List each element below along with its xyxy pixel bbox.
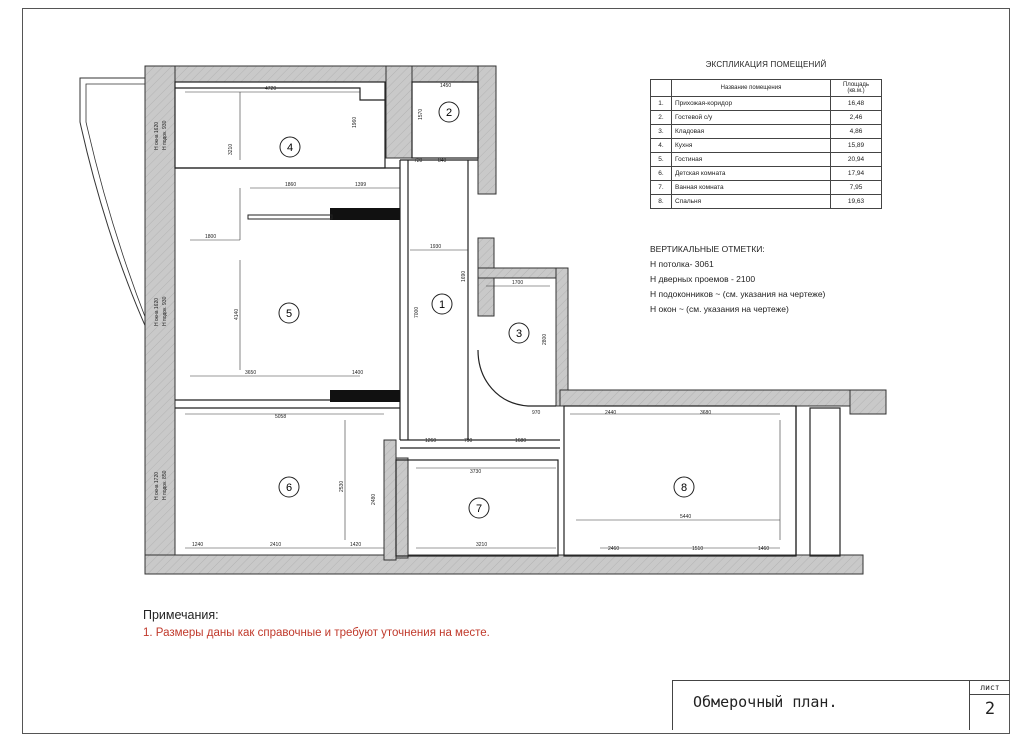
wall-east-end [850, 390, 886, 414]
room-marker-6 [279, 477, 299, 497]
sheet-box [969, 680, 1010, 730]
vertical-mark-item: Н подоконников ~ (см. указания на чертеже) [650, 289, 826, 299]
room-explication [650, 60, 882, 209]
row-room-name: Ванная комната [672, 181, 831, 195]
wall-bay [386, 66, 412, 158]
room-number-5: 5 [285, 308, 293, 320]
dim-label: 1680 [515, 438, 527, 444]
sheet-label: лист [970, 681, 1010, 695]
window-label: Н окна 1620 [154, 297, 160, 326]
room-number-8: 8 [680, 482, 688, 494]
explication-title: ЭКСПЛИКАЦИЯ ПОМЕЩЕНИЙ [705, 60, 827, 69]
row-area: 15,89 [831, 139, 882, 153]
partition-block-top [330, 208, 400, 220]
row-room-name: Кладовая [672, 125, 831, 139]
row-number: 1. [651, 97, 672, 111]
vertical-mark-item: Н окон ~ (см. указания на чертеже) [650, 304, 789, 314]
dim-label: 3730 [470, 469, 482, 475]
dim-label: 720 [414, 158, 423, 164]
table-row [651, 97, 882, 111]
dim-label: 3210 [228, 143, 234, 155]
row-room-name: Гостиная [672, 153, 831, 167]
sheet-number: 2 [984, 699, 996, 719]
table-row [651, 195, 882, 209]
room-number-3: 3 [515, 328, 523, 340]
title-block [672, 680, 969, 730]
header-number [651, 80, 672, 97]
wall-bottom [145, 555, 863, 574]
dim-label: 1400 [352, 370, 364, 376]
room-marker-8 [674, 477, 694, 497]
window-label: Н подок. 850 [162, 470, 168, 500]
dim-label: 1420 [350, 542, 362, 548]
room-marker-7 [469, 498, 489, 518]
dim-label: 3680 [700, 410, 712, 416]
dim-label: 1399 [355, 182, 367, 188]
row-number: 4. [651, 139, 672, 153]
wall-room6-right [384, 440, 396, 560]
row-number: 5. [651, 153, 672, 167]
balcony-inner [86, 84, 147, 322]
dim-label: 2480 [371, 493, 377, 505]
vertical-mark-item: Н дверных проемов - 2100 [650, 274, 756, 284]
room-number-1: 1 [438, 299, 446, 311]
table-row [651, 181, 882, 195]
row-area: 17,94 [831, 167, 882, 181]
notes-title: Примечания: [143, 608, 219, 622]
vertical-marks [650, 242, 825, 317]
dim-label: 2460 [608, 546, 620, 552]
dim-label: 7000 [414, 306, 420, 318]
note-item: 1. Размеры даны как справочные и требуют уточнения на месте. [143, 627, 490, 639]
row-number: 2. [651, 111, 672, 125]
table-row [651, 125, 882, 139]
partition-line-top [248, 215, 332, 219]
dim-label: 1930 [430, 244, 442, 250]
row-area: 19,63 [831, 195, 882, 209]
dim-label: 1460 [758, 546, 770, 552]
explication-table [650, 79, 882, 209]
room-number-6: 6 [285, 482, 293, 494]
dim-label: 1450 [440, 83, 452, 89]
row-area: 16,48 [831, 97, 882, 111]
vertical-mark-item: Н потолка- 3061 [650, 259, 714, 269]
dim-label: 3650 [245, 370, 257, 376]
window-label: Н подок. 930 [162, 296, 168, 326]
room-marker-3 [509, 323, 529, 343]
window-label: Н подок. 930 [162, 120, 168, 150]
room-number-4: 4 [286, 142, 294, 154]
dim-label: 2530 [339, 480, 345, 492]
window-label: Н окна 1720 [154, 471, 160, 500]
notes-section [143, 608, 490, 639]
dim-label: 1860 [285, 182, 297, 188]
room-marker-2 [439, 102, 459, 122]
table-header-row [651, 80, 882, 97]
dim-label: 790 [464, 438, 473, 444]
row-area: 4,86 [831, 125, 882, 139]
row-room-name: Спальня [672, 195, 831, 209]
wall-room3-top [478, 268, 566, 278]
dim-label: 1260 [425, 438, 437, 444]
row-room-name: Кухня [672, 139, 831, 153]
table-row [651, 139, 882, 153]
dim-label: 1800 [205, 234, 217, 240]
dim-label: 2440 [605, 410, 617, 416]
room-marker-1 [432, 294, 452, 314]
dim-label: 1240 [192, 542, 204, 548]
row-room-name: Гостевой с/у [672, 111, 831, 125]
partition-block-bottom [330, 390, 400, 402]
dim-label: 1960 [352, 116, 358, 128]
row-room-name: Прихожая-коридор [672, 97, 831, 111]
row-area: 7,95 [831, 181, 882, 195]
room-number-7: 7 [475, 503, 483, 515]
table-row [651, 111, 882, 125]
dim-label: 1690 [461, 270, 467, 282]
row-area: 20,94 [831, 153, 882, 167]
dim-label: 5058 [275, 414, 287, 420]
wall-room3-right [556, 268, 568, 406]
room-marker-4 [280, 137, 300, 157]
wall-right-east [560, 390, 886, 406]
dim-label: 2410 [270, 542, 282, 548]
dim-label: 5440 [680, 514, 692, 520]
row-number: 7. [651, 181, 672, 195]
window-label: Н окна 1620 [154, 121, 160, 150]
row-number: 6. [651, 167, 672, 181]
room-marker-5 [279, 303, 299, 323]
dim-label: 4720 [265, 86, 277, 92]
room-number-2: 2 [445, 107, 453, 119]
dim-label: 1510 [692, 546, 704, 552]
wall-top [152, 66, 496, 82]
header-room-name: Название помещения [672, 80, 831, 97]
header-area: Площадь (кв.м.) [831, 80, 882, 97]
dim-label: 3210 [476, 542, 488, 548]
table-row [651, 167, 882, 181]
drawing-title: Обмерочный план. [693, 693, 838, 711]
row-room-name: Детская комната [672, 167, 831, 181]
row-number: 8. [651, 195, 672, 209]
dim-label: 1700 [512, 280, 524, 286]
wall-right-top [478, 66, 496, 194]
dim-label: 1570 [418, 108, 424, 120]
dim-label: 4140 [234, 308, 240, 320]
wall-left [145, 66, 175, 574]
dim-label: 2800 [542, 333, 548, 345]
vertical-marks-title: ВЕРТИКАЛЬНЫЕ ОТМЕТКИ: [650, 244, 765, 254]
table-row [651, 153, 882, 167]
row-number: 3. [651, 125, 672, 139]
row-area: 2,46 [831, 111, 882, 125]
balcony-outline [80, 78, 147, 330]
dim-label: 970 [532, 410, 541, 416]
dim-label: 840 [438, 158, 447, 164]
